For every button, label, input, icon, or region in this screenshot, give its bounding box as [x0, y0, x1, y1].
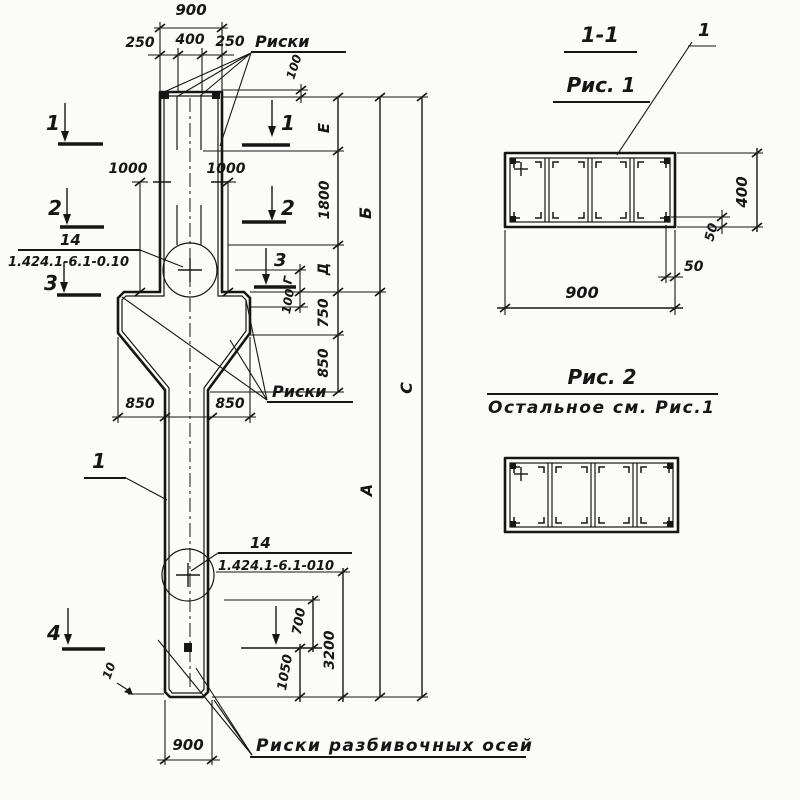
fig1-dim-50-h: 50 — [684, 259, 704, 275]
fig1-title: Рис. 1 — [566, 73, 636, 97]
riski-top-label: Риски — [255, 32, 310, 51]
section-2-right: 2 — [281, 196, 295, 220]
dim-900-top: 900 — [175, 1, 207, 19]
dim-letter-a: А — [357, 483, 376, 497]
pos-upper-doc: 1.424.1-6.1-0.10 — [8, 255, 129, 270]
section-markers-left — [44, 103, 105, 649]
dim-100-shoulder: 100 — [278, 287, 298, 315]
left-dimensions — [100, 161, 256, 765]
dim-letter-b: Б — [356, 206, 375, 220]
dim-1050: 1050 — [275, 653, 297, 692]
fig2-section — [505, 458, 678, 532]
dim-250-right: 250 — [215, 34, 245, 50]
section-4-left: 4 — [47, 621, 61, 645]
section-1-left: 1 — [46, 111, 60, 135]
dim-850-left: 850 — [125, 396, 155, 412]
dim-3200: 3200 — [322, 630, 338, 670]
dim-1000-right: 1000 — [206, 161, 246, 177]
section-2-left: 2 — [48, 196, 62, 220]
callout-1-label: 1 — [92, 449, 106, 473]
section-3-left: 3 — [44, 271, 58, 295]
dim-900-bottom: 900 — [172, 736, 204, 754]
dim-letter-e: Е — [315, 122, 333, 134]
bottom-riska-mark — [184, 643, 192, 652]
section-3-right: 3 — [274, 250, 287, 271]
section-label-1-1: 1-1 — [581, 23, 619, 47]
dim-1000-left: 1000 — [108, 161, 148, 177]
fig2-title: Рис. 2 — [567, 365, 637, 389]
fig1-dim-900: 900 — [565, 283, 599, 302]
dim-letter-g: Г — [280, 275, 296, 286]
main-callout-1 — [84, 449, 167, 500]
dim-letter-d: Д — [316, 262, 332, 276]
dim-250-left: 250 — [125, 35, 155, 51]
riski-bottom — [158, 640, 533, 757]
fig1-callout-1: 1 — [698, 20, 711, 41]
dim-850-chain: 850 — [316, 348, 332, 378]
fig1-titles — [553, 23, 650, 102]
fig1-dim-50-v: 50 — [702, 221, 722, 244]
section-1-right: 1 — [281, 111, 295, 135]
dim-400-top: 400 — [175, 32, 205, 48]
position-flag-upper — [8, 231, 183, 270]
fig1-section — [497, 20, 763, 315]
riski-mid-label: Риски — [272, 382, 327, 401]
lower-joint-circle — [162, 549, 214, 601]
fig2-note: Остальное см. Рис.1 — [488, 398, 716, 418]
dim-750: 750 — [316, 298, 332, 328]
dim-700: 700 — [289, 606, 310, 637]
fig1-dim-400: 400 — [733, 176, 751, 208]
dim-letter-c: С — [397, 382, 416, 394]
position-flag-lower — [191, 534, 352, 574]
dim-850-right: 850 — [215, 396, 245, 412]
bottom-dimensions — [216, 568, 350, 702]
pos-lower-num: 14 — [250, 534, 271, 552]
fig2-titles — [487, 365, 718, 418]
dim-100-top: 100 — [283, 52, 305, 81]
pos-upper-num: 14 — [60, 231, 81, 249]
pos-lower-doc: 1.424.1-6.1-010 — [218, 559, 335, 574]
dim-10: 10 — [99, 660, 119, 682]
dim-1800: 1800 — [317, 180, 333, 220]
riski-bottom-label: Риски разбивочных осей — [256, 736, 534, 756]
